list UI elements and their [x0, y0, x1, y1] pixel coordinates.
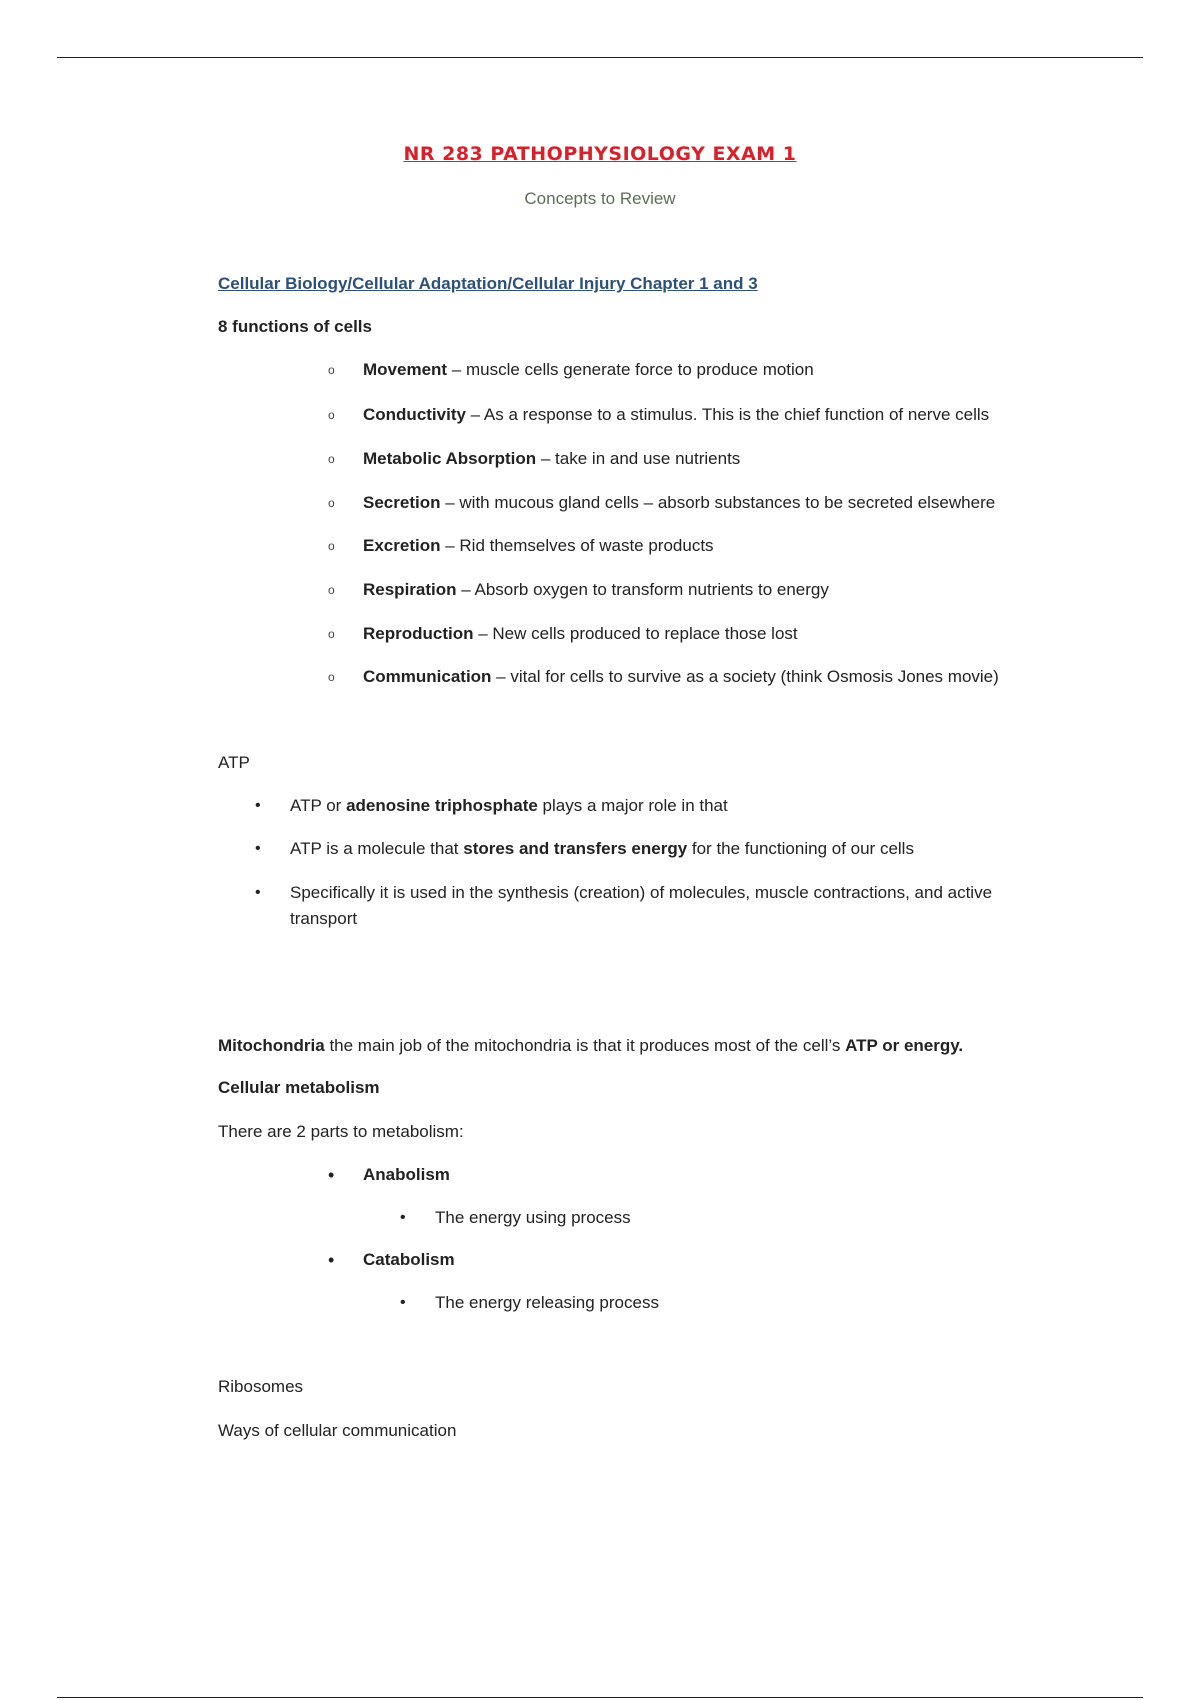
atp-text: Specifically it is used in the synthesis (creation) of molecules, muscle contractions, and active transport	[290, 883, 993, 928]
bullet-icon: •	[255, 884, 261, 901]
circle-bullet-icon: o	[328, 627, 335, 641]
circle-bullet-icon: o	[328, 363, 335, 377]
function-desc: – Rid themselves of waste products	[440, 536, 714, 555]
function-term: Metabolic Absorption	[363, 449, 537, 468]
catabolism-desc: The energy releasing process	[435, 1293, 659, 1312]
circle-bullet-icon: o	[328, 583, 335, 597]
bottom-rule	[57, 1697, 1143, 1698]
atp-bold: stores and transfers energy	[463, 839, 688, 858]
atp-bold: adenosine triphosphate	[346, 796, 538, 815]
communication-heading: Ways of cellular communication	[218, 1421, 457, 1440]
functions-title: 8 functions of cells	[218, 317, 372, 336]
function-term: Excretion	[363, 536, 441, 555]
bullet-icon: •	[255, 840, 261, 857]
mitochondria-text: the main job of the mitochondria is that it produces most of the cell’s	[324, 1036, 846, 1055]
function-term: Conductivity	[363, 405, 466, 424]
function-desc: – with mucous gland cells – absorb substances to be secreted elsewhere	[440, 493, 996, 512]
metabolism-intro: There are 2 parts to metabolism:	[218, 1122, 464, 1141]
circle-bullet-icon: o	[328, 496, 335, 510]
anabolism-label: Anabolism	[363, 1165, 450, 1184]
function-desc: – New cells produced to replace those lost	[473, 624, 798, 643]
atp-text: plays a major role in that	[537, 796, 728, 815]
top-rule	[57, 57, 1143, 58]
function-term: Secretion	[363, 493, 441, 512]
bullet-icon: •	[400, 1294, 406, 1311]
circle-bullet-icon: o	[328, 408, 335, 422]
mitochondria-term: Mitochondria	[218, 1036, 325, 1055]
section-heading-link[interactable]: Cellular Biology/Cellular Adaptation/Cellular Injury Chapter 1 and 3	[218, 274, 758, 293]
function-desc: – As a response to a stimulus. This is the chief function of nerve cells	[465, 405, 990, 424]
atp-text: ATP or	[290, 796, 347, 815]
anabolism-desc: The energy using process	[435, 1208, 631, 1227]
page-subtitle: Concepts to Review	[524, 189, 676, 208]
metabolism-heading: Cellular metabolism	[218, 1078, 380, 1097]
circle-bullet-icon: o	[328, 452, 335, 466]
function-desc: – Absorb oxygen to transform nutrients to energy	[456, 580, 829, 599]
function-term: Respiration	[363, 580, 457, 599]
bullet-icon: •	[328, 1165, 335, 1185]
ribosomes-heading: Ribosomes	[218, 1377, 304, 1396]
atp-text: for the functioning of our cells	[687, 839, 914, 858]
atp-heading: ATP	[218, 753, 250, 772]
bullet-icon: •	[400, 1209, 406, 1226]
catabolism-label: Catabolism	[363, 1250, 455, 1269]
circle-bullet-icon: o	[328, 670, 335, 684]
atp-text: ATP is a molecule that	[290, 839, 464, 858]
bullet-icon: •	[255, 797, 261, 814]
mitochondria-paragraph	[218, 1033, 963, 1059]
page-title: NR 283 PATHOPHYSIOLOGY EXAM 1	[403, 143, 797, 165]
function-desc: – take in and use nutrients	[536, 449, 741, 468]
mitochondria-bold: ATP or energy.	[845, 1036, 964, 1055]
bullet-icon: •	[328, 1250, 335, 1270]
function-desc: – muscle cells generate force to produce motion	[447, 360, 814, 379]
function-term: Reproduction	[363, 624, 474, 643]
function-term: Communication	[363, 667, 492, 686]
function-desc: – vital for cells to survive as a society (think Osmosis Jones movie)	[491, 667, 999, 686]
circle-bullet-icon: o	[328, 539, 335, 553]
function-term: Movement	[363, 360, 448, 379]
